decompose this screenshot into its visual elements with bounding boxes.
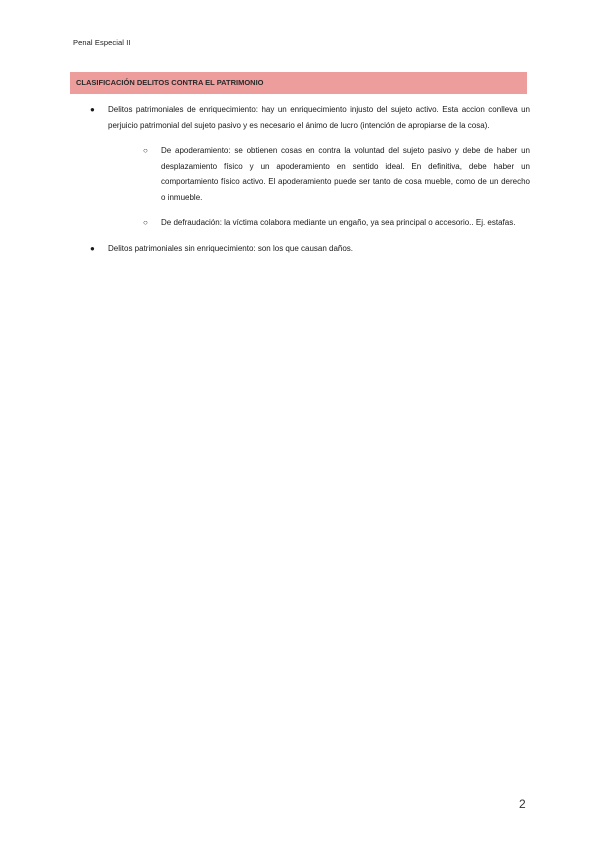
list-item-enrichment: [90, 102, 530, 231]
bullet-icon: ●: [90, 105, 95, 114]
running-header: Penal Especial II: [73, 38, 131, 47]
sub-list-item-text: De apoderamiento: se obtienen cosas en contra la voluntad del sujeto pasivo y debe de haber un desplazamiento físico y un apoderamiento en sentido ideal. En definitiva, debe haber un comportamiento físico activo. El apoderamiento puede ser tanto de cosa mueble, como de un derecho o inmueble.: [161, 146, 530, 202]
hollow-bullet-icon: ○: [143, 146, 148, 155]
document-body: [90, 102, 530, 256]
sub-list-item-text: De defraudación: la víctima colabora mediante un engaño, ya sea principal o accesorio.. Ej. estafas.: [161, 218, 516, 227]
list-item-text: Delitos patrimoniales sin enriquecimiento: son los que causan daños.: [108, 243, 354, 253]
sub-list-item-defraudacion: [143, 215, 530, 231]
hollow-bullet-icon: ○: [143, 218, 148, 227]
list-item-no-enrichment: [90, 241, 530, 257]
page-number: 2: [519, 797, 526, 811]
section-title: CLASIFICACIÓN DELITOS CONTRA EL PATRIMONIO: [76, 78, 264, 87]
section-heading-bar: [70, 72, 527, 94]
sub-list: [143, 143, 530, 231]
list-item-text: Delitos patrimoniales de enriquecimiento: hay un enriquecimiento injusto del sujeto activo. Esta accion conlleva un perjuicio patrimonial del sujeto pasivo y es necesario el ánimo de lucro (intención de apropiarse de la cosa).: [108, 105, 530, 130]
bullet-icon: ●: [90, 243, 95, 253]
sub-list-item-apoderamiento: [143, 143, 530, 205]
